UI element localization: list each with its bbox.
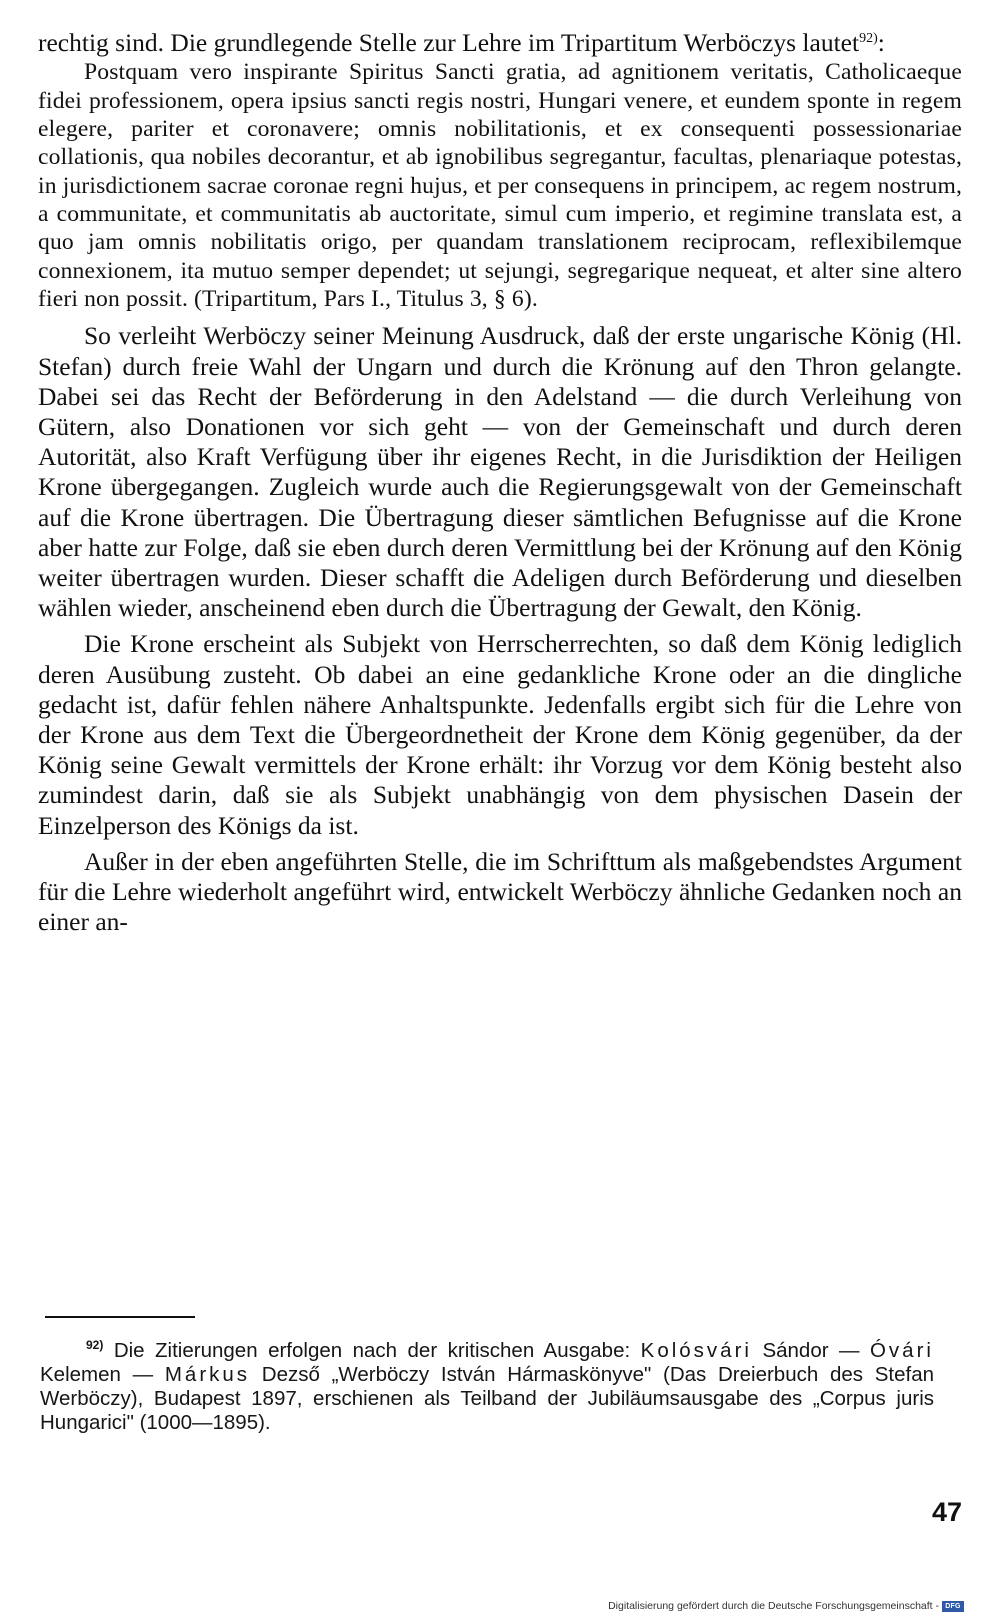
page-number: 47	[931, 1497, 962, 1527]
footnote-divider	[45, 1316, 195, 1318]
paragraph-werboczy-opinion: So verleiht Werböczy seiner Meinung Ausdruck, daß der erste ungarische König (Hl. Stefan) durch freie Wahl der Ungarn und durch die Krönung auf den Thron gelangte. Dabei sei das Recht der Beförderung in den Adelstand — die durch Verleihung von Gütern, also Donationen vor sich geht — von der Gemeinschaft und durch deren Autorität, also Kraft Verfügung über ihr eigenes Recht, in die Jurisdiktion der Heiligen Krone übergegangen. Zugleich wurde auch die Regierungsgewalt von der Gemeinschaft auf die Krone übertragen. Die Übertragung dieser sämtlichen Befugnisse auf die Krone aber hatte zur Folge, daß sie eben durch deren Vermittlung bei der Krönung auf den König weiter übertragen wurden. Dieser schafft die Adeligen durch Beförderung und dieselben wählen wieder, anscheinend eben durch die Übertragung der Gewalt, den König.	[38, 321, 962, 623]
page-body	[38, 28, 962, 937]
footnote-author-markus: Márkus	[164, 1363, 251, 1386]
footnote-author-kolosvari: Kolósvári	[640, 1339, 752, 1362]
footnote-text-3: Kelemen —	[40, 1363, 154, 1386]
footnote-text-2: Sándor —	[762, 1339, 860, 1362]
footnote-text-1: Die Zitierungen erfolgen nach der kritischen Ausgabe:	[113, 1339, 631, 1362]
latin-quote: Postquam vero inspirante Spiritus Sancti gratia, ad agnitionem veritatis, Catholicaeque fidei professionem, opera ipsius sancti regis nostri, Hungari venere, et eundem sponte in regem elegere, pariter et coronavere; omnis nobilitationis, et ex consequenti possessionariae collationis, qua nobiles decorantur, et ab ignobilibus segregantur, facultas, plenariaque potestas, in jurisdictionem sacrae coronae regni hujus, et per consequens in principem, ac regem nostrum, a communitate, et communitatis ab auctoritate, simul cum imperio, et regimine translata est, a quo jam omnis nobilitatis origo, per quandam translationem reciprocam, reflexibilemque connexionem, ita mutuo semper dependet; ut sejungi, segregarique nequeat, et alter sine altero fieri non possit. (Tripartitum, Pars I., Titulus 3, § 6).	[38, 59, 962, 312]
footnote-text-4: Dezső „Werböczy István Hármaskönyve" (Das Dreierbuch des Stefan Werböczy), Budapest 1897, erschienen als Teilband der Jubiläumsausgabe des „Corpus juris Hungarici" (1000—1895).	[40, 1363, 934, 1434]
dfg-logo-icon: DFG	[942, 1601, 964, 1612]
paragraph-crown-subject: Die Krone erscheint als Subjekt von Herrscherrechten, so daß dem König lediglich deren Ausübung zusteht. Ob dabei an eine gedankliche Krone oder an die dingliche gedacht ist, dafür fehlen nähere Anhaltspunkte. Jedenfalls ergibt sich für die Lehre von der Krone aus dem Text die Übergeordnetheit der Krone dem König gegenüber, da der König seine Gewalt vermittels der Krone erhält: ihr Vorzug vor dem König besteht also zumindest darin, daß sie als Subjekt unabhängig von dem physischen Dasein der Einzelperson des Königs da ist.	[38, 629, 962, 840]
digitization-note: Digitalisierung gefördert durch die Deutsche Forschungsgemeinschaft -	[608, 1600, 939, 1612]
intro-text: rechtig sind. Die grundlegende Stelle zur Lehre im Tripartitum Werböczys lautet	[38, 28, 860, 57]
footnote-marker: 92)	[86, 1338, 104, 1352]
paragraph-further-thoughts: Außer in der eben angeführten Stelle, die im Schrifttum als maßgebendstes Argument für die Lehre wiederholt angeführt wird, entwickelt Werböczy ähnliche Gedanken noch an einer an-	[38, 846, 962, 937]
footnote-92	[40, 1339, 934, 1435]
footnote-author-ovari: Óvári	[869, 1339, 934, 1362]
intro-colon: :	[877, 28, 885, 57]
footnote-reference[interactable]: 92)	[859, 31, 878, 46]
intro-paragraph	[38, 28, 962, 58]
digitization-credit	[608, 1599, 964, 1613]
